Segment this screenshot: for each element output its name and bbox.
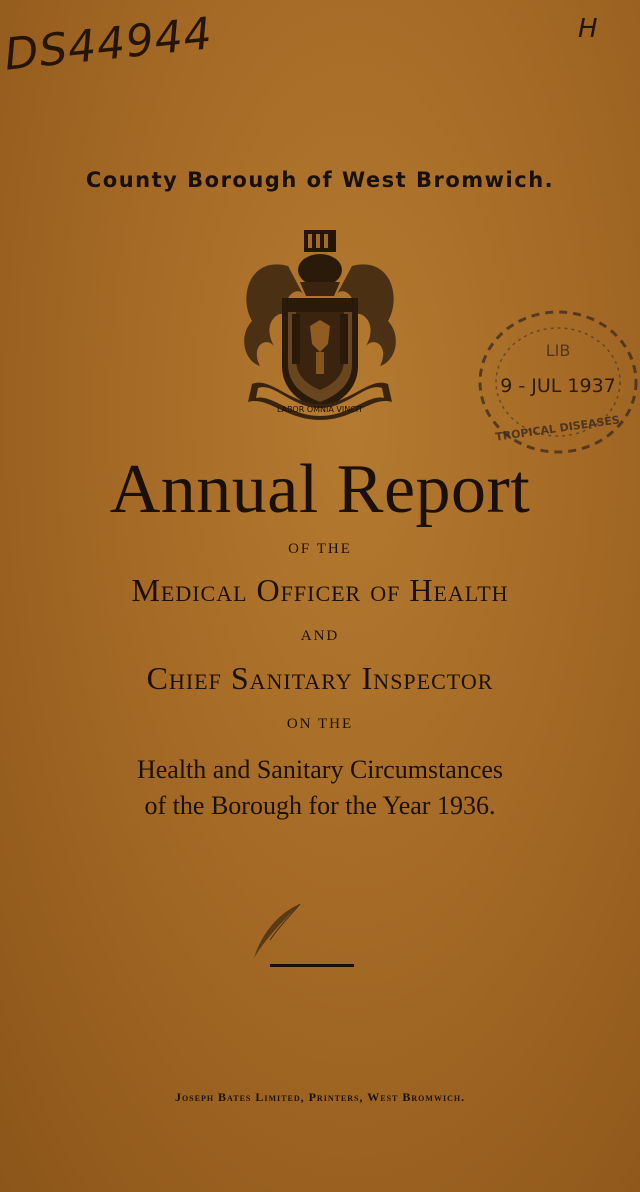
divider-rule bbox=[270, 964, 354, 967]
of-the-line: OF THE bbox=[288, 541, 352, 557]
stamp-top-text: LIB bbox=[545, 341, 571, 360]
stamp-bottom-text: TROPICAL DISEASES bbox=[494, 413, 621, 444]
printer-imprint: Joseph Bates Limited, Printers, West Bromwich. bbox=[174, 1090, 466, 1104]
description-line-2: of the Borough for the Year 1936. bbox=[144, 791, 496, 820]
coat-of-arms-icon bbox=[230, 226, 410, 436]
report-title: Annual Report bbox=[109, 451, 531, 528]
quill-mark-icon bbox=[240, 898, 310, 968]
handwritten-accession-number: DS44944 bbox=[2, 8, 215, 81]
sanitary-inspector-line: Chief Sanitary Inspector bbox=[146, 660, 494, 696]
crest-motto: LABOR OMNIA VINCIT bbox=[276, 405, 364, 414]
medical-officer-line: Medical Officer of Health bbox=[131, 572, 509, 608]
handwritten-corner-mark: H bbox=[578, 14, 598, 44]
and-line: AND bbox=[300, 628, 340, 644]
description-line-1: Health and Sanitary Circumstances bbox=[136, 755, 504, 784]
county-title: County Borough of West Bromwich. bbox=[85, 168, 555, 192]
library-date-stamp bbox=[468, 300, 640, 468]
stamp-date: 9 - JUL 1937 bbox=[500, 375, 616, 397]
on-the-line: ON THE bbox=[286, 716, 354, 732]
